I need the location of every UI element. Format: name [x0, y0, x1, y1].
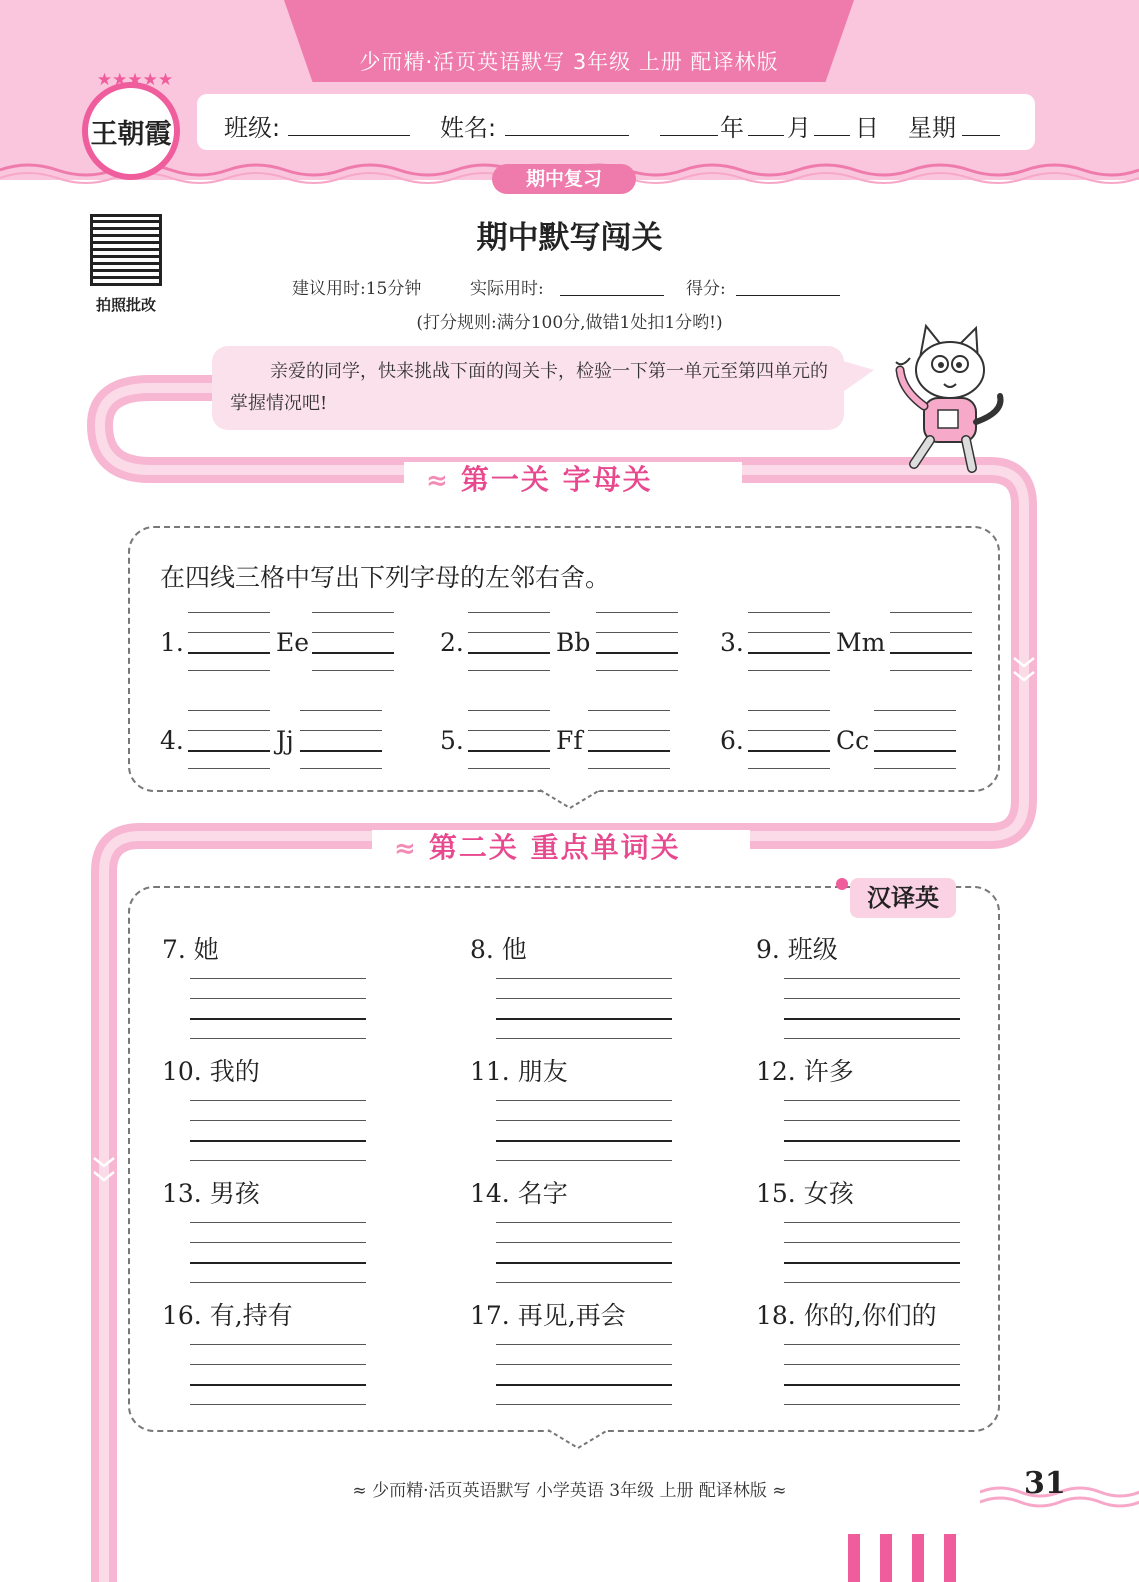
q6-letter: Cc: [836, 726, 870, 755]
name-label: 姓名:: [440, 114, 497, 142]
scoring-rule: (打分规则:满分100分,做错1处扣1分哟!): [416, 313, 723, 333]
q3-left-lines[interactable]: [748, 612, 830, 670]
logo-stars: ★★★★★: [96, 70, 174, 90]
q4-letter: Jj: [276, 726, 294, 755]
word-writing-lines[interactable]: [784, 978, 960, 1038]
qr-label: 拍照批改: [95, 296, 156, 314]
q5-left-lines[interactable]: [468, 710, 550, 768]
wave-icon: ≈: [426, 466, 448, 496]
q2-left-lines[interactable]: [468, 612, 550, 670]
word-item-label: 11. 朋友: [470, 1057, 568, 1086]
word-item-label: 15. 女孩: [756, 1179, 854, 1208]
q1-letter: Ee: [276, 628, 310, 657]
translate-tag: 汉译英: [850, 878, 956, 918]
wave-icon: ≈: [394, 834, 416, 864]
level1-instruction: 在四线三格中写出下列字母的左邻右舍。: [160, 563, 611, 592]
level2-title: 第二关 重点单词关: [421, 831, 689, 864]
word-item-label: 18. 你的,你们的: [756, 1301, 937, 1330]
year-label: 年: [720, 114, 744, 142]
q4-right-lines[interactable]: [300, 710, 382, 768]
panel2-notch: [548, 1428, 608, 1450]
word-item-label: 7. 她: [162, 935, 219, 964]
bubble-text: 亲爱的同学，快来挑战下面的闯关卡，检验一下第一单元至第四单元的掌握情况吧!: [230, 361, 828, 414]
q5-letter: Ff: [556, 726, 583, 755]
word-writing-lines[interactable]: [190, 978, 366, 1038]
word-writing-lines[interactable]: [496, 1100, 672, 1160]
series-title: 少而精·活页英语默写 3年级 上册 配译林版: [359, 50, 779, 74]
q1-right-lines[interactable]: [312, 612, 394, 670]
word-writing-lines[interactable]: [496, 978, 672, 1038]
level1-title: 第一关 字母关: [453, 463, 661, 496]
q2-letter: Bb: [556, 628, 591, 657]
word-writing-lines[interactable]: [190, 1344, 366, 1404]
edge-tab: [912, 1534, 924, 1582]
word-item-label: 12. 许多: [756, 1057, 854, 1086]
panel1-notch: [540, 788, 600, 810]
word-writing-lines[interactable]: [784, 1222, 960, 1282]
word-item-label: 9. 班级: [756, 935, 838, 964]
page-number: 31: [1024, 1466, 1066, 1501]
word-item-label: 14. 名字: [470, 1179, 568, 1208]
word-writing-lines[interactable]: [784, 1100, 960, 1160]
q6-number: 6.: [720, 726, 744, 755]
q5-right-lines[interactable]: [588, 710, 670, 768]
word-writing-lines[interactable]: [784, 1344, 960, 1404]
q6-left-lines[interactable]: [748, 710, 830, 768]
page-title: 期中默写闯关: [476, 220, 663, 256]
q5-number: 5.: [440, 726, 464, 755]
actual-time-label: 实际用时:: [470, 279, 544, 299]
footer-text: ≈ 少而精·活页英语默写 小学英语 3年级 上册 配译林版 ≈: [352, 1481, 787, 1501]
edge-tab: [880, 1534, 892, 1582]
q2-number: 2.: [440, 628, 464, 657]
q1-number: 1.: [160, 628, 184, 657]
level2-title-row: [394, 826, 689, 866]
tag-dot-icon: [836, 878, 848, 890]
bubble-tail: [840, 360, 874, 400]
q4-left-lines[interactable]: [188, 710, 270, 768]
q3-number: 3.: [720, 628, 744, 657]
suggested-time: 建议用时:15分钟: [292, 279, 422, 299]
q3-right-lines[interactable]: [890, 612, 972, 670]
level1-title-row: [426, 458, 661, 498]
q3-letter: Mm: [836, 628, 886, 657]
edge-tab: [848, 1534, 860, 1582]
word-item-label: 17. 再见,再会: [470, 1301, 626, 1330]
q2-right-lines[interactable]: [596, 612, 678, 670]
word-item-label: 8. 他: [470, 935, 527, 964]
score-label: 得分:: [686, 279, 726, 299]
word-writing-lines[interactable]: [190, 1222, 366, 1282]
word-writing-lines[interactable]: [496, 1222, 672, 1282]
logo: 王朝霞: [90, 119, 172, 150]
q6-right-lines[interactable]: [874, 710, 956, 768]
q1-left-lines[interactable]: [188, 612, 270, 670]
q4-number: 4.: [160, 726, 184, 755]
edge-tab: [944, 1534, 956, 1582]
class-label: 班级:: [224, 114, 281, 142]
day-label: 日: [855, 114, 879, 142]
weekday-label: 星期: [908, 114, 956, 142]
section-tag: 期中复习: [492, 164, 636, 194]
word-writing-lines[interactable]: [496, 1344, 672, 1404]
month-label: 月: [787, 114, 811, 142]
word-item-label: 10. 我的: [162, 1057, 260, 1086]
word-item-label: 16. 有,持有: [162, 1301, 293, 1330]
word-item-label: 13. 男孩: [162, 1179, 260, 1208]
cat-mascot-icon: [880, 318, 1010, 476]
word-writing-lines[interactable]: [190, 1100, 366, 1160]
